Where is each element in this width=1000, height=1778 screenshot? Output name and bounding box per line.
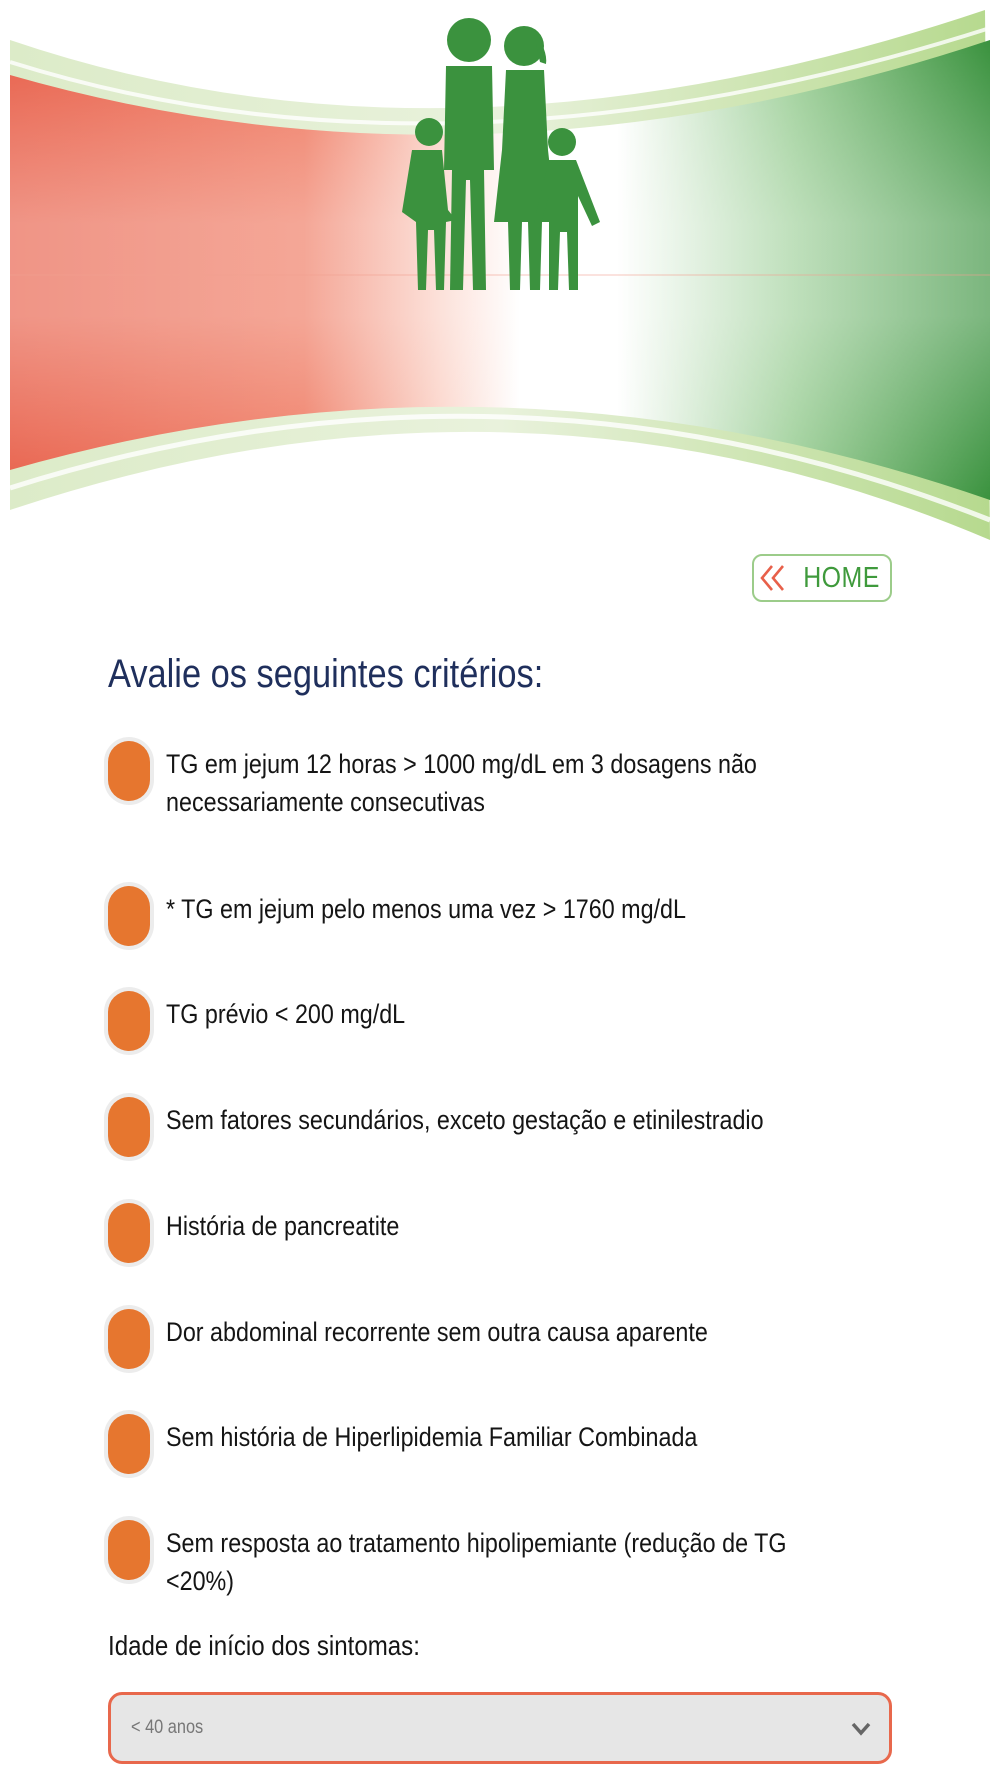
criterion-radio[interactable] bbox=[108, 1203, 150, 1263]
criterion-item[interactable] bbox=[108, 1101, 908, 1157]
home-button-label: HOME bbox=[802, 561, 880, 594]
chevron-down-icon bbox=[851, 1721, 871, 1737]
criterion-item[interactable] bbox=[108, 1418, 908, 1474]
criterion-radio[interactable] bbox=[108, 886, 150, 946]
age-onset-select[interactable] bbox=[108, 1692, 892, 1764]
criterion-radio[interactable] bbox=[108, 741, 150, 801]
criterion-label: TG em jejum 12 horas > 1000 mg/dL em 3 dosagens não necessariamente consecutivas bbox=[166, 749, 757, 817]
criterion-label: Dor abdominal recorrente sem outra causa aparente bbox=[166, 1317, 708, 1347]
criterion-item[interactable] bbox=[108, 995, 908, 1051]
criterion-item[interactable] bbox=[108, 1524, 908, 1600]
criterion-label: Sem fatores secundários, exceto gestação e etinilestradio bbox=[166, 1105, 764, 1135]
criterion-label: TG prévio < 200 mg/dL bbox=[166, 999, 406, 1029]
age-onset-selected-value: < 40 anos bbox=[131, 1717, 204, 1738]
criterion-radio[interactable] bbox=[108, 1520, 150, 1580]
criterion-item[interactable] bbox=[108, 890, 908, 946]
criterion-item[interactable] bbox=[108, 745, 908, 821]
criterion-label: Sem história de Hiperlipidemia Familiar Combinada bbox=[166, 1422, 698, 1452]
age-onset-label: Idade de início dos sintomas: bbox=[108, 1630, 420, 1661]
criterion-radio[interactable] bbox=[108, 1097, 150, 1157]
criterion-radio[interactable] bbox=[108, 1414, 150, 1474]
double-chevron-left-icon bbox=[759, 563, 787, 593]
criterion-item[interactable] bbox=[108, 1207, 908, 1263]
page-title: Avalie os seguintes critérios: bbox=[108, 652, 544, 696]
header-banner bbox=[0, 0, 1000, 540]
criterion-label: * TG em jejum pelo menos uma vez > 1760 mg/dL bbox=[166, 894, 686, 924]
criterion-label: História de pancreatite bbox=[166, 1211, 400, 1241]
criterion-label: Sem resposta ao tratamento hipolipemiante (redução de TG <20%) bbox=[166, 1528, 787, 1596]
criterion-item[interactable] bbox=[108, 1313, 908, 1369]
criterion-radio[interactable] bbox=[108, 1309, 150, 1369]
criterion-radio[interactable] bbox=[108, 991, 150, 1051]
home-button[interactable] bbox=[752, 554, 892, 602]
